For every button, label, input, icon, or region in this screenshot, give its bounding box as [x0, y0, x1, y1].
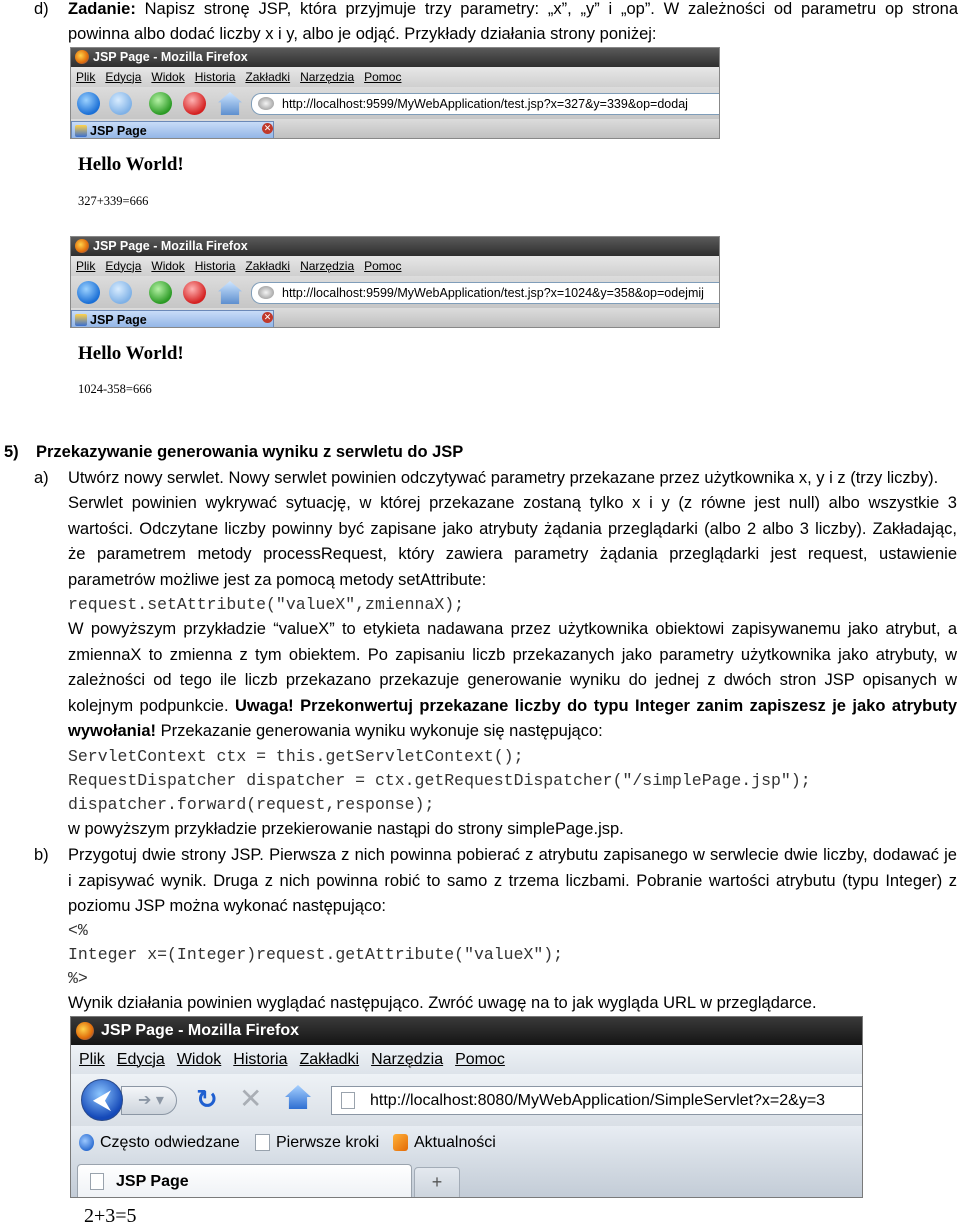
browser-title: JSP Page - Mozilla Firefox — [101, 1022, 299, 1039]
section-title: Przekazywanie generowania wyniku z serwletu do JSP — [36, 443, 464, 461]
menu-plik[interactable]: Plik — [76, 70, 96, 84]
menu-pomoc[interactable]: Pomoc — [455, 1051, 505, 1068]
menu-edycja[interactable]: Edycja — [116, 1051, 165, 1068]
back-icon[interactable] — [77, 281, 100, 304]
menu-pomoc[interactable]: Pomoc — [364, 70, 402, 84]
item-b-line-3: poziomu JSP można wykonać następująco: — [68, 897, 386, 915]
line-9-text: kolejnym podpunkcie. — [68, 697, 235, 715]
item-a-line-11: w powyższym przykładzie przekierowanie nastąpi do strony simplePage.jsp. — [68, 820, 624, 838]
code-set-attribute: request.setAttribute("valueX",zmiennaX); — [68, 595, 465, 614]
browser-screenshot-1 — [70, 47, 720, 139]
item-b-line-4: Wynik działania powinien wyglądać następująco. Zwróć uwagę na to jak wygląda URL w przeglądarce. — [68, 994, 817, 1012]
forward-icon[interactable] — [109, 281, 132, 304]
menu-zakladki[interactable]: Zakładki — [299, 1051, 360, 1068]
menu-pomoc[interactable]: Pomoc — [364, 259, 402, 273]
menu-historia[interactable]: Historia — [194, 70, 236, 84]
home-icon[interactable] — [218, 281, 242, 304]
tab-jsp-page[interactable] — [77, 1164, 412, 1198]
menu-historia[interactable]: Historia — [194, 259, 236, 273]
menu-edycja[interactable]: Edycja — [105, 259, 142, 273]
bookmark-most-visited[interactable] — [79, 1126, 240, 1159]
tab-jsp-page[interactable] — [71, 310, 274, 328]
most-visited-icon — [79, 1134, 94, 1151]
menu-narzedzia[interactable]: Narzędzia — [300, 70, 355, 84]
bookmark-label: Często odwiedzane — [100, 1134, 240, 1151]
task-d-label: Zadanie: — [68, 0, 136, 18]
browser-nav-bar — [71, 1074, 862, 1126]
address-bar[interactable] — [331, 1086, 862, 1115]
tab-label: JSP Page — [90, 124, 147, 138]
line-10-text: Przekazanie generowania wyniku wykonuje się następująco: — [156, 722, 603, 740]
address-url: http://localhost:9599/MyWebApplication/test.jsp?x=1024&y=358&op=odejmij — [282, 286, 704, 300]
menu-narzedzia[interactable]: Narzędzia — [300, 259, 355, 273]
reload-icon[interactable]: ↻ — [196, 1084, 218, 1114]
item-a-line-3: wartości. Odczytane liczby powinny być zapisane jako atrybuty żądania przeglądarki (albo 2 albo 3 liczby). Zakładając, — [68, 520, 957, 538]
menu-edycja[interactable]: Edycja — [105, 70, 142, 84]
code-get-attribute: Integer x=(Integer)request.getAttribute("valueX"); — [68, 945, 564, 964]
bookmark-label: Aktualności — [414, 1134, 496, 1151]
tab-label: JSP Page — [116, 1173, 189, 1190]
code-request-dispatcher: RequestDispatcher dispatcher = ctx.getRequestDispatcher("/simplePage.jsp"); — [68, 771, 811, 790]
browser-tab-bar — [71, 119, 719, 139]
bookmarks-toolbar — [71, 1126, 862, 1159]
page-globe-icon — [258, 97, 274, 110]
warning-text-end: wywołania! — [68, 722, 157, 740]
code-jsp-close: %> — [68, 969, 88, 988]
result-text-3: 2+3=5 — [84, 1205, 137, 1227]
browser-menu-bar — [71, 256, 719, 276]
stop-icon[interactable] — [183, 281, 206, 304]
home-icon[interactable] — [218, 92, 242, 115]
browser-title-bar — [71, 1017, 862, 1045]
menu-widok[interactable]: Widok — [176, 1051, 222, 1068]
item-a-marker: a) — [34, 469, 49, 487]
task-d-marker: d) — [34, 0, 49, 18]
task-d-line-2: powinna albo dodać liczby x i y, albo je odjąć. Przykłady działania strony poniżej: — [68, 25, 657, 43]
page-icon — [90, 1173, 104, 1190]
firefox-icon — [75, 239, 89, 253]
item-a-line-5: parametrów możliwe jest za pomocą metody setAttribute: — [68, 571, 487, 589]
code-jsp-open: <% — [68, 921, 88, 940]
tab-label: JSP Page — [90, 313, 147, 327]
hello-heading-2: Hello World! — [78, 343, 184, 364]
browser-tab-bar — [71, 1159, 862, 1198]
warning-text: Przekonwertuj przekazane liczby do typu Integer zanim zapiszesz je jako atrybuty — [300, 697, 957, 715]
forward-icon[interactable] — [109, 92, 132, 115]
menu-widok[interactable]: Widok — [151, 259, 185, 273]
item-a-line-4: że parametrem metody processRequest, który zawiera parametry żądania przeglądarki jest request, ustawienie — [68, 545, 957, 563]
browser-menu-bar — [71, 67, 719, 87]
browser-title: JSP Page - Mozilla Firefox — [93, 239, 248, 253]
section-number: 5) — [4, 443, 19, 461]
home-icon[interactable] — [285, 1085, 311, 1109]
reload-icon[interactable] — [149, 281, 172, 304]
address-url: http://localhost:9599/MyWebApplication/test.jsp?x=327&y=339&op=dodaj — [282, 97, 688, 111]
new-tab-button[interactable]: + — [414, 1167, 460, 1198]
address-bar[interactable] — [251, 93, 719, 115]
item-a-line-6: W powyższym przykładzie “valueX” to etykieta nadawana przez użytkownika obiektowi zapisywanemu jako atrybut, a — [68, 620, 957, 638]
stop-icon[interactable] — [183, 92, 206, 115]
item-b-line-2: i zapisywać wynik. Druga z nich powinna robić to samo z trzema liczbami. Pobranie wartości atrybutu (typu Integer) z — [68, 872, 957, 890]
result-text-2: 1024-358=666 — [78, 382, 152, 396]
browser-title-bar — [71, 237, 719, 256]
item-b-marker: b) — [34, 846, 49, 864]
browser-tab-bar — [71, 308, 719, 328]
back-icon[interactable]: ⮜ — [81, 1079, 123, 1121]
rss-feed-icon — [393, 1134, 408, 1151]
menu-narzedzia[interactable]: Narzędzia — [371, 1051, 444, 1068]
tab-jsp-page[interactable] — [71, 121, 274, 139]
close-tab-icon[interactable]: ✕ — [263, 123, 272, 133]
page-icon — [341, 1092, 355, 1109]
reload-icon[interactable] — [149, 92, 172, 115]
hello-heading-1: Hello World! — [78, 154, 184, 175]
browser-title-bar — [71, 48, 719, 67]
menu-historia[interactable]: Historia — [233, 1051, 288, 1068]
forward-dropdown-icon[interactable]: ➔ ▾ — [121, 1086, 177, 1115]
menu-zakladki[interactable]: Zakładki — [245, 70, 291, 84]
browser-screenshot-3 — [70, 1016, 863, 1198]
item-b-line-1: Przygotuj dwie strony JSP. Pierwsza z nich powinna pobierać z atrybutu zapisanego w serwlecie dwie liczby, dodawać je — [68, 846, 957, 864]
item-a-line-2: Serwlet powinien wykrywać sytuację, w której przekazane zostaną tylko x i y (z równe jest null) albo wszystkie 3 — [68, 494, 957, 512]
item-a-line-8: zależności od tego ile liczb przekazano przekazuje generowanie wyniku do jednej z dwóch stron JSP opisanych w — [68, 671, 957, 689]
address-bar[interactable] — [251, 282, 719, 304]
task-d-text: Napisz stronę JSP, która przyjmuje trzy parametry: „x”, „y” i „op”. W zależności od parametru op strona — [135, 0, 958, 18]
page-icon — [75, 125, 87, 137]
browser-nav-bar — [71, 87, 719, 119]
page-icon — [75, 314, 87, 326]
bookmark-label: Pierwsze kroki — [276, 1134, 380, 1151]
item-a-line-1: Utwórz nowy serwlet. Nowy serwlet powinien odczytywać parametry przekazane przez użytkownika x, y i z (trzy liczby). — [68, 469, 939, 487]
menu-plik[interactable]: Plik — [76, 259, 96, 273]
item-a-line-9 — [68, 694, 957, 720]
browser-title: JSP Page - Mozilla Firefox — [93, 50, 248, 64]
code-forward: dispatcher.forward(request,response); — [68, 795, 435, 814]
task-d-line-1 — [68, 0, 958, 23]
browser-menu-bar — [71, 1045, 862, 1074]
firefox-icon — [75, 50, 89, 64]
menu-zakladki[interactable]: Zakładki — [245, 259, 291, 273]
back-icon[interactable] — [77, 92, 100, 115]
bookmark-first-steps[interactable] — [255, 1126, 379, 1159]
browser-screenshot-2 — [70, 236, 720, 328]
page-icon — [255, 1134, 270, 1151]
warning-label: Uwaga! — [235, 697, 294, 715]
menu-plik[interactable]: Plik — [79, 1051, 105, 1068]
menu-widok[interactable]: Widok — [151, 70, 185, 84]
close-tab-icon[interactable]: ✕ — [263, 312, 272, 322]
address-url: http://localhost:8080/MyWebApplication/SimpleServlet?x=2&y=3 — [370, 1092, 826, 1109]
firefox-icon — [76, 1022, 94, 1040]
stop-icon[interactable]: ✕ — [239, 1083, 263, 1114]
item-a-line-10 — [68, 719, 603, 745]
page-globe-icon — [258, 286, 274, 299]
code-servlet-context: ServletContext ctx = this.getServletContext(); — [68, 747, 524, 766]
result-text-1: 327+339=666 — [78, 194, 149, 208]
browser-nav-bar — [71, 276, 719, 308]
item-a-line-7: zmiennaX to zmienna z tym obiektem. Po zapisaniu liczb przekazanych jako parametry użytkownika jako atrybuty, w — [68, 646, 957, 664]
bookmark-news[interactable] — [393, 1126, 496, 1159]
